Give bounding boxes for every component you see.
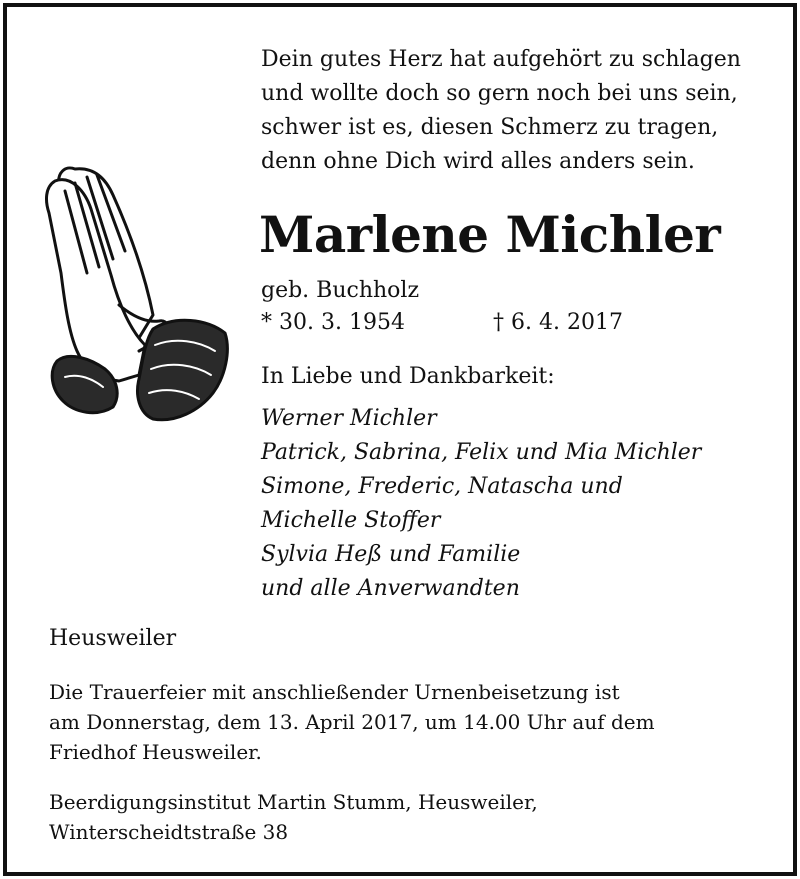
mourner-line: und alle Anverwandten bbox=[261, 576, 520, 601]
service-line: am Donnerstag, dem 13. April 2017, um 14.00 Uhr auf dem bbox=[49, 710, 655, 734]
deceased-name: Marlene Michler bbox=[259, 205, 721, 264]
mourner-line: Werner Michler bbox=[261, 406, 437, 431]
poem-line: schwer ist es, diesen Schmerz zu tragen, bbox=[261, 115, 719, 140]
mourner-line: Sylvia Heß und Familie bbox=[261, 542, 521, 567]
poem-line: und wollte doch so gern noch bei uns sein, bbox=[261, 81, 738, 106]
funeral-home-line: Beerdigungsinstitut Martin Stumm, Heusweiler, bbox=[49, 790, 538, 814]
mourner-line: Patrick, Sabrina, Felix und Mia Michler bbox=[261, 440, 702, 465]
funeral-home-line: Winterscheidtstraße 38 bbox=[49, 820, 289, 844]
mourners-list bbox=[261, 402, 701, 606]
birth-date: * 30. 3. 1954 bbox=[261, 310, 405, 335]
thanks-intro: In Liebe und Dankbarkeit: bbox=[261, 364, 555, 389]
poem-line: denn ohne Dich wird alles anders sein. bbox=[261, 149, 695, 174]
mourner-line: Simone, Frederic, Natascha und bbox=[261, 474, 623, 499]
service-info bbox=[49, 677, 655, 767]
poem bbox=[261, 43, 741, 179]
service-line: Die Trauerfeier mit anschließender Urnenbeisetzung ist bbox=[49, 680, 620, 704]
place: Heusweiler bbox=[49, 626, 177, 651]
obituary-card bbox=[3, 3, 797, 876]
mourner-line: Michelle Stoffer bbox=[261, 508, 441, 533]
funeral-home bbox=[49, 787, 538, 847]
maiden-name: geb. Buchholz bbox=[261, 278, 420, 303]
life-dates bbox=[261, 307, 623, 339]
service-line: Friedhof Heusweiler. bbox=[49, 740, 262, 764]
praying-hands-icon bbox=[35, 155, 233, 433]
death-date: † 6. 4. 2017 bbox=[493, 310, 623, 335]
poem-line: Dein gutes Herz hat aufgehört zu schlagen bbox=[261, 47, 741, 72]
